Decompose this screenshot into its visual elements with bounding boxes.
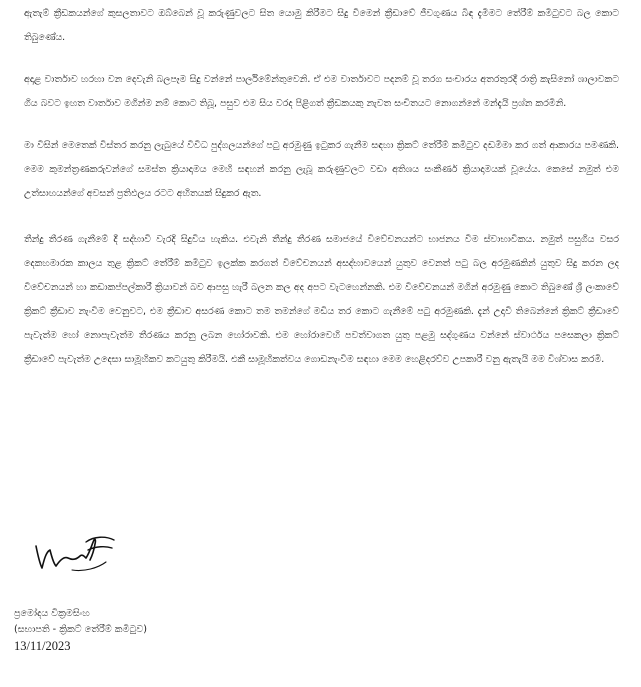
paragraph-4: තීන්දු තීරණ ගැනීමේ දී සද්භාවී වැරදි සිදුවිය හැකිය. එවැනි තීන්දු තීරණ සමාජයේ විවේචනයන්ට භාජනය වීම ස්වාභාවිකය. නමුත් පසුගිය වසර දෙකහමාරක කාලය තුළ ක්‍රිකට් තේරීම් කමිටුව ඉලක්ක කරගත් විවේචනයන් අසද්භාවයෙන් යුතුව වෙනත් පටු බල අරමුණකින් යුතුව සිදු කරන ලද විවේචනයන් හා කඩාකප්පල්කාරී ක්‍රියාවන් බව ආපසු හැරී බලන කල අද අපට වැටහෙන්නකි. එම විවේචනයන් මගින් අරමුණු කොට තිබුණේ ශ්‍රී ලංකාවේ ක්‍රිකට් ක්‍රීඩාව නැංවීම වෙනුවට, එම ක්‍රීඩාව අසරණ කොට තම තමන්ගේ මඩිය තර කොට ගැනීමේ පටු අරමුණකි. දැන් උදාවී තිබෙන්නේ ක්‍රිකට් ක්‍රීඩාවේ පැවැත්ම හෝ නොපැවැත්ම තීරණය කරනු ලබන හෝරාවකි. එම හෝරාවෙහි පවත්වාගත යුතු පළමු සද්ගුණය වන්නේ ස්වාර්ථය පසෙකලා ක්‍රිකට් ක්‍රීඩාවේ පැවැත්ම උදෙසා සාමූහිකව කටයුතු කිරීමයි. එකී සාමූහිකත්වය ගොඩනැංවීම සඳහා මෙම හෙළිදරව්ව උපකාරී වනු ඇතැයි මම විශ්වාස කරමි. <box>24 234 619 365</box>
letter-date: 13/11/2023 <box>14 639 71 653</box>
signature-block <box>14 606 147 654</box>
paragraph-2: අදාළ වාර්තාව හරහා වන දෙවැනි බලපෑම සිදු වන්නේ පාර්ලිමේන්තුවෙනි. ඒ එම වාර්තාවට පදනම් වූ තරග සංචාරය අතරතුරදී රාත්‍රි කැසිනෝ ශාලාවකට ගිය බවට ඉහත වාර්තාව මගින්ම නම් කොට තිබූ, පසුව එම සිය වරද පිළිගත් ක්‍රීඩකයකු නැවත සංචිතයට නොගන්නේ මන්දැයි ප්‍රශ්න කරමිනි. <box>24 74 619 109</box>
signatory-name: ප්‍රමෝදය වික්‍රමසිංහ <box>14 608 90 619</box>
paragraph-3: මා විසින් මෙතෙක් විස්තර කරනු ලැබුයේ විවිධ පුද්ගලයන්ගේ පටු අරමුණු ඉටුකර ගැනීම සඳහා ක්‍රිකට් තේරීම් කමිටුව දඬමීමා කර ගත් ආකාරය පමණකි. මෙම කුමන්ත්‍රණකරුවන්ගේ සමස්ත ක්‍රියාදාමය මෙහි සඳහන් කරනු ලැබූ කරුණුවලට වඩා අතිශය සංකීර්ණ ක්‍රියාදාමයක් වූයේය. කෙසේ නමුත් එම උත්සාහයන්ගේ අවසන් ප්‍රතිඵලය රටට අහිතයක් සිදුකර ඇත. <box>24 140 619 199</box>
handwritten-signature <box>32 530 124 574</box>
signatory-title: (සභාපති - ක්‍රිකට් තේරීම් කමිටුව) <box>14 624 148 635</box>
paragraph-1: ඇතැම් ක්‍රීඩකයන්ගේ කුසලතාවට ඔබ්බෙන් වූ කරුණුවලට සිත යොමු කිරීමට සිදු වීමෙන් ක්‍රීඩාවේ ජීවගුණය බිඳ දැමීමට තේරීම් කමිටුවට බල කොට තිබුණේය. <box>24 8 619 43</box>
